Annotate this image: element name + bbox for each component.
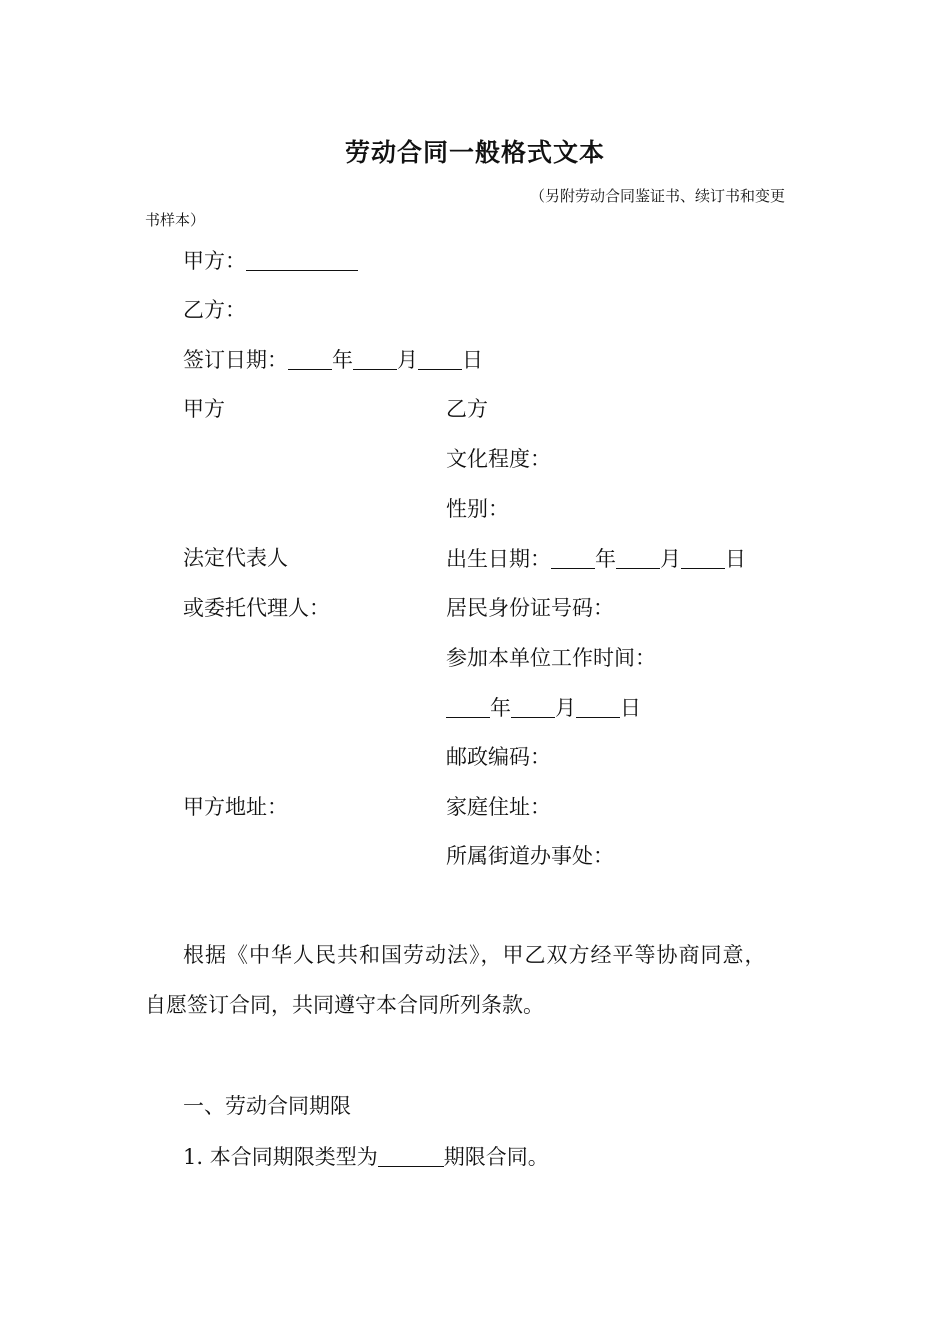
section-1-item-1 — [183, 1146, 549, 1168]
birth-year-blank[interactable] — [551, 548, 595, 569]
join-month-blank[interactable] — [511, 697, 555, 718]
section-1-heading: 一、劳动合同期限 — [183, 1094, 351, 1118]
birth-date-field — [446, 548, 746, 570]
sign-date-field — [183, 349, 483, 371]
join-date-field — [446, 697, 641, 719]
birth-month-label: 月 — [660, 547, 681, 571]
join-day-blank[interactable] — [576, 697, 620, 718]
join-day-label: 日 — [620, 696, 641, 720]
preamble-line-2: 自愿签订合同，共同遵守本合同所列条款。 — [145, 993, 544, 1017]
item-1-suffix: 期限合同。 — [443, 1145, 549, 1169]
home-address-label: 家庭住址： — [446, 795, 551, 819]
street-office-label: 所属街道办事处： — [446, 844, 614, 868]
sign-date-label: 签订日期： — [183, 348, 288, 372]
item-1-prefix: 1. 本合同期限类型为 — [183, 1145, 378, 1169]
note-line-1: （另附劳动合同鉴证书、续订书和变更 — [530, 187, 786, 205]
party-a-label: 甲方： — [183, 249, 246, 273]
year-label: 年 — [332, 348, 353, 372]
join-year-label: 年 — [490, 696, 511, 720]
note-line-2: 书样本） — [145, 211, 206, 229]
legal-rep-label: 法定代表人 — [183, 546, 288, 570]
join-time-label: 参加本单位工作时间： — [446, 646, 656, 670]
birth-day-label: 日 — [725, 547, 746, 571]
month-label: 月 — [397, 348, 418, 372]
id-number-label: 居民身份证号码： — [446, 596, 614, 620]
birth-year-label: 年 — [595, 547, 616, 571]
party-a-blank[interactable] — [246, 250, 358, 271]
sign-day-blank[interactable] — [418, 349, 462, 370]
postal-code-label: 邮政编码： — [446, 745, 551, 769]
birth-month-blank[interactable] — [616, 548, 660, 569]
party-a-address-label: 甲方地址： — [183, 795, 288, 819]
gender-label: 性别： — [446, 497, 509, 521]
right-party-b: 乙方 — [446, 397, 488, 421]
preamble-line-1: 根据《中华人民共和国劳动法》，甲乙双方经平等协商同意， — [183, 943, 767, 967]
party-b-label: 乙方： — [183, 298, 246, 322]
birth-day-blank[interactable] — [681, 548, 725, 569]
education-label: 文化程度： — [446, 447, 551, 471]
sign-month-blank[interactable] — [353, 349, 397, 370]
day-label: 日 — [462, 348, 483, 372]
join-year-blank[interactable] — [446, 697, 490, 718]
document-title: 劳动合同一般格式文本 — [344, 138, 605, 167]
party-a-field — [183, 250, 358, 272]
sign-year-blank[interactable] — [288, 349, 332, 370]
contract-term-type-blank[interactable] — [378, 1146, 444, 1167]
agent-label: 或委托代理人： — [183, 596, 330, 620]
birth-date-label: 出生日期： — [446, 547, 551, 571]
join-month-label: 月 — [555, 696, 576, 720]
left-party-a: 甲方 — [183, 397, 225, 421]
